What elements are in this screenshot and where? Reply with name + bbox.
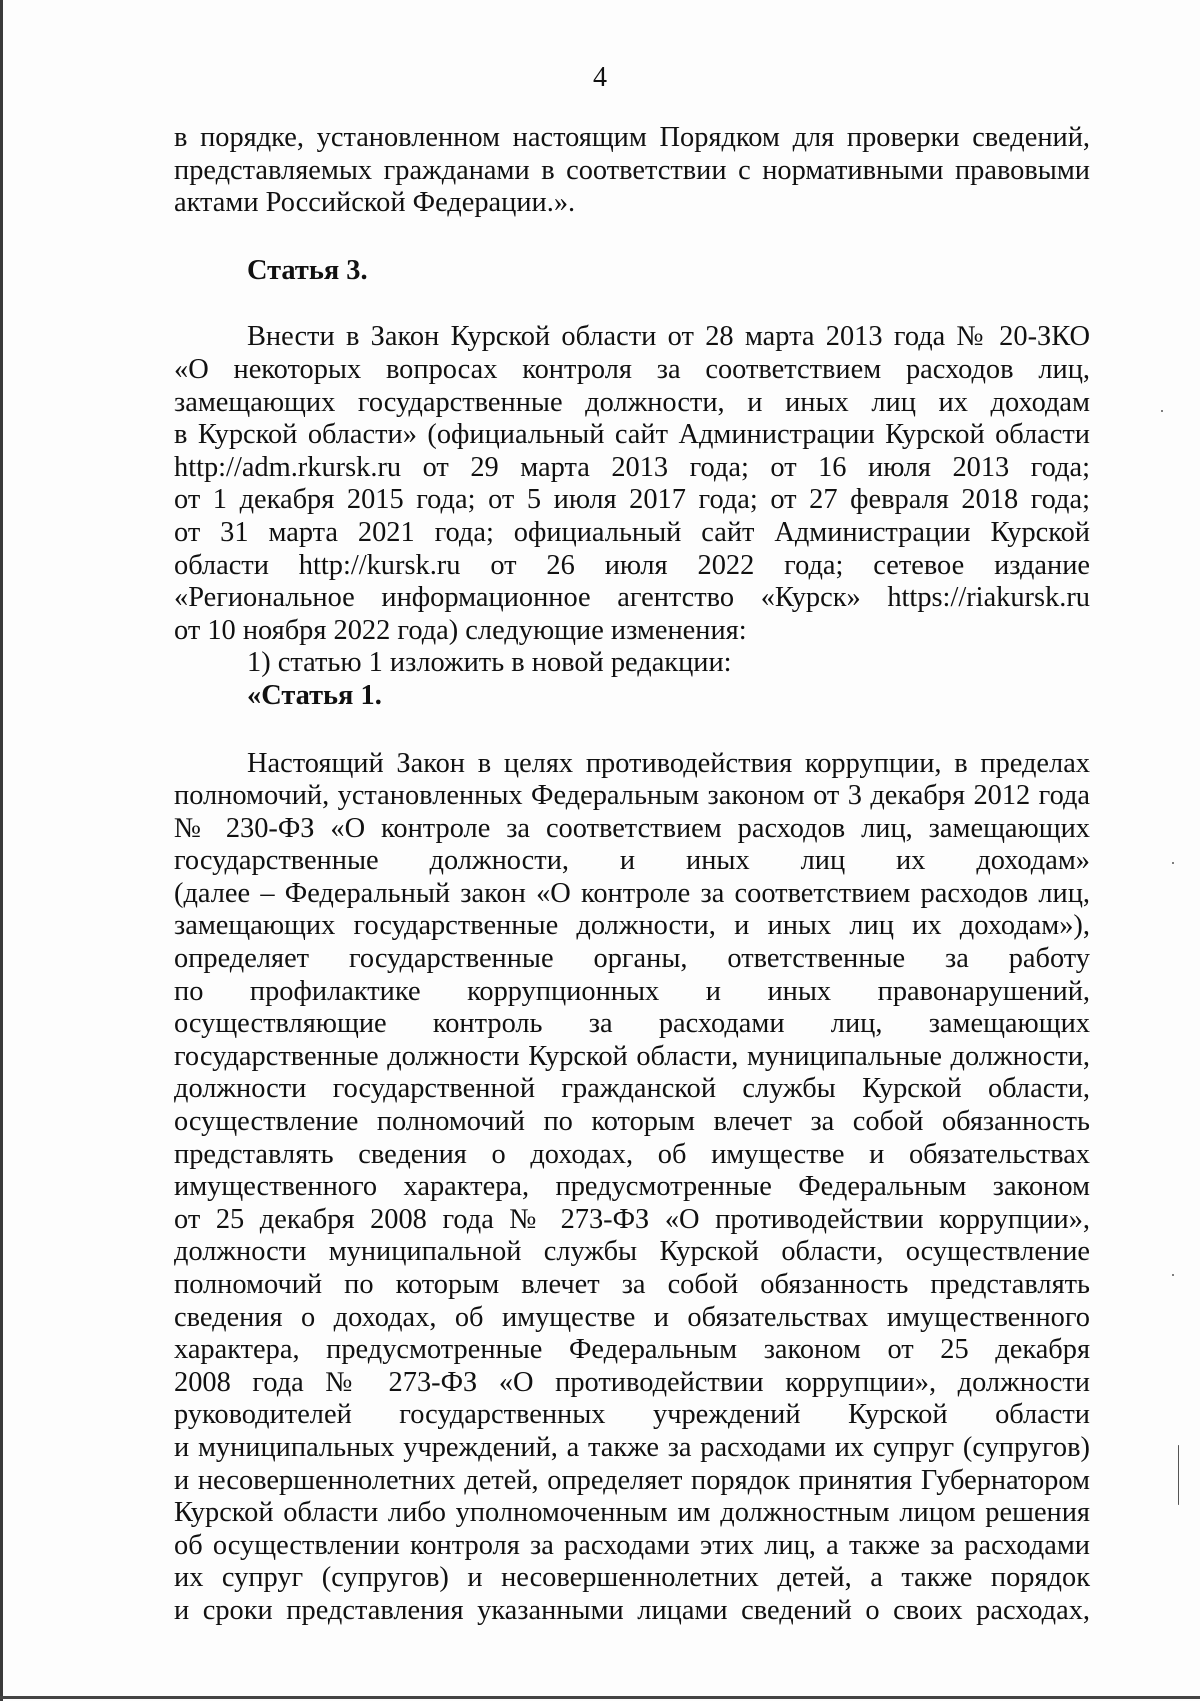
- text-line: от 10 ноября 2022 года) следующие изменения:: [174, 614, 747, 646]
- text-line: руководителей государственных учреждений Курской области: [174, 1399, 1090, 1431]
- text-line: полномочий, установленных Федеральным законом от 3 декабря 2012 года: [174, 780, 1090, 812]
- article-1-heading: «Статья 1.: [247, 679, 382, 711]
- text-line: № 230-ФЗ «О контроле за соответствием расходов лиц, замещающих: [174, 812, 1090, 844]
- article-3-paragraph: [174, 321, 1090, 647]
- scan-edge-left: [0, 0, 3, 1701]
- text-line: осуществляющие контроль за расходами лиц, замещающих: [174, 1008, 1090, 1040]
- text-line: «О некоторых вопросах контроля за соответствием расходов лиц,: [174, 353, 1090, 385]
- text-line: Курской области либо уполномоченным им должностным лицом решения: [174, 1497, 1090, 1529]
- item-1: 1) статью 1 изложить в новой редакции:: [247, 647, 732, 679]
- text-line: Внести в Закон Курской области от 28 марта 2013 года № 20-ЗКО: [247, 321, 1090, 353]
- document-body: [174, 122, 1090, 1628]
- text-line: осуществление полномочий по которым влечет за собой обязанность: [174, 1106, 1090, 1138]
- scan-speck: [1161, 410, 1163, 412]
- text-line: должности муниципальной службы Курской области, осуществление: [174, 1236, 1090, 1268]
- text-line: полномочий по которым влечет за собой обязанность представлять: [174, 1269, 1090, 1300]
- text-line: замещающих государственные должности, и иных лиц их доходам»),: [174, 910, 1090, 942]
- text-line: имущественного характера, предусмотренные Федеральным законом: [174, 1171, 1090, 1203]
- text-line: http://adm.rkursk.ru от 29 марта 2013 года; от 16 июля 2013 года;: [174, 451, 1090, 483]
- text-line: об осуществлении контроля за расходами этих лиц, а также за расходами: [174, 1529, 1090, 1561]
- text-line: Настоящий Закон в целях противодействия коррупции, в пределах: [247, 747, 1090, 779]
- scan-speck: [1178, 1445, 1179, 1505]
- text-line: представлять сведения о доходах, об имуществе и обязательствах: [174, 1138, 1090, 1170]
- scan-speck: [1172, 1274, 1174, 1276]
- page-number: 4: [593, 62, 607, 93]
- text-line: (далее – Федеральный закон «О контроле за соответствием расходов лиц,: [174, 877, 1090, 909]
- text-line: 2008 года № 273-ФЗ «О противодействии коррупции», должности: [174, 1366, 1090, 1398]
- scan-edge-bottom: [0, 1696, 1200, 1699]
- text-line: от 31 марта 2021 года; официальный сайт Администрации Курской: [174, 516, 1090, 548]
- text-line: области http://kursk.ru от 26 июля 2022 года; сетевое издание: [174, 549, 1090, 581]
- text-line: определяет государственные органы, ответственные за работу: [174, 943, 1090, 975]
- text-line: и муниципальных учреждений, а также за расходами их супруг (супругов): [174, 1431, 1090, 1463]
- text-line: по профилактике коррупционных и иных правонарушений,: [174, 975, 1090, 1007]
- text-line: актами Российской Федерации.».: [174, 187, 576, 219]
- article-1-paragraph: [174, 748, 1090, 1628]
- text-line: и несовершеннолетних детей, определяет порядок принятия Губернатором: [174, 1464, 1090, 1496]
- text-line: замещающих государственные должности, и иных лиц их доходам: [174, 386, 1090, 418]
- text-line: сведения о доходах, об имуществе и обязательствах имущественного: [174, 1301, 1090, 1333]
- text-line: и сроки представления указанными лицами сведений о своих расходах,: [174, 1594, 1090, 1626]
- text-line: в Курской области» (официальный сайт Администрации Курской области: [174, 419, 1090, 451]
- text-line: от 25 декабря 2008 года № 273-ФЗ «О противодействии коррупции»,: [174, 1203, 1090, 1235]
- scan-speck: [1172, 862, 1174, 864]
- text-line: характера, предусмотренные Федеральным законом от 25 декабря: [174, 1334, 1090, 1366]
- text-line: должности государственной гражданской службы Курской области,: [174, 1073, 1090, 1105]
- article-3-heading: Статья 3.: [247, 254, 368, 286]
- text-line: государственные должности Курской области, муниципальные должности,: [174, 1040, 1090, 1072]
- text-line: государственные должности, и иных лиц их доходам»: [174, 845, 1090, 877]
- intro-paragraph: [174, 122, 1090, 220]
- text-line: «Региональное информационное агентство «Курск» https://riakursk.ru: [174, 582, 1090, 614]
- text-line: представляемых гражданами в соответствии с нормативными правовыми: [174, 154, 1090, 186]
- text-line: их супруг (супругов) и несовершеннолетних детей, а также порядок: [174, 1562, 1090, 1594]
- text-line: от 1 декабря 2015 года; от 5 июля 2017 года; от 27 февраля 2018 года;: [174, 484, 1090, 516]
- text-line: в порядке, установленном настоящим Порядком для проверки сведений,: [174, 122, 1090, 153]
